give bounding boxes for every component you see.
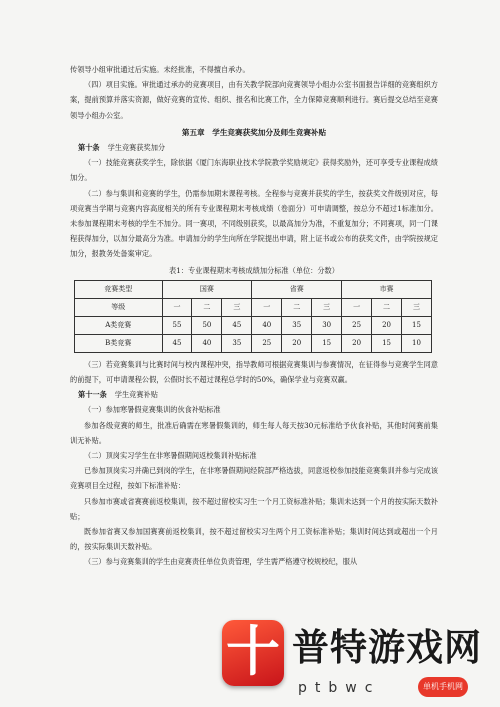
table-row (75, 316, 432, 334)
table-cell: 竞赛类型 (75, 280, 163, 298)
article-title: 学生竞赛补贴 (114, 390, 158, 400)
table-cell: B类竞赛 (75, 334, 163, 352)
table-cell: 30 (312, 316, 342, 334)
table-row (75, 298, 432, 316)
paragraph: （四）项目实施。审批通过承办的竞赛项目，由有关教学院部向竞赛领导小组办公室书面报告详细的竞赛组织方案，提前预算并落实资源，做好竞赛的宣传、组织、报名和比赛工作，全力保障竞赛顺利进行。赛后提交总结至竞赛领导小组办公室。 (70, 80, 438, 120)
paragraph: 已参加顶岗实习并确已到岗的学生，在非寒暑假期间经院部严格选拔，同意返校参加技能竞赛集训并参与完成该竞赛项目全过程，按如下标准补贴： (70, 466, 438, 491)
table-cell: 二 (192, 298, 222, 316)
bonus-table (74, 280, 432, 353)
table-cell: 20 (372, 316, 402, 334)
table-cell: 二 (372, 298, 402, 316)
table-cell: 三 (222, 298, 252, 316)
table-row (75, 334, 432, 352)
table-cell: 35 (282, 316, 312, 334)
paragraph: 既参加省赛又参加国赛赛前返校集训，按不超过留校实习生两个月工资标准补贴；集训时间达到或超出一个月的，按实际集训天数补贴。 (70, 527, 438, 552)
table-cell: 一 (342, 298, 372, 316)
article-label: 第十一条 (78, 390, 107, 400)
article-heading (70, 140, 438, 155)
paragraph: 只参加市赛或省赛赛前返校集训，按不超过留校实习生一个月工资标准补贴；集训未达到一个月的按实际天数补贴； (70, 496, 438, 521)
table-caption: 表1：专业课程期末考核成绩加分标准（单位：分数） (169, 265, 339, 275)
watermark-logo-icon: 十 (222, 620, 284, 686)
paragraph: 参加各级竞赛的师生，批准后确需在寒暑假集训的，师生每人每天按30元标准给予伙食补贴，其他时间赛前集训无补贴。 (70, 420, 438, 445)
table-cell: 15 (372, 334, 402, 352)
table-cell: 三 (312, 298, 342, 316)
table-cell: 20 (282, 334, 312, 352)
table-row (75, 280, 432, 298)
table-cell: 35 (222, 334, 252, 352)
table-cell: 三 (402, 298, 432, 316)
table-cell: 25 (342, 316, 372, 334)
table-group-header: 国赛 (162, 280, 252, 298)
table-cell: 二 (282, 298, 312, 316)
chapter-title: 第五章 学生竞赛获奖加分及师生竞赛补贴 (181, 127, 327, 137)
table-cell: 等级 (75, 298, 163, 316)
table-cell: 50 (192, 316, 222, 334)
paragraph: （二）顶岗实习学生在非寒暑假期间返校集训补贴标准 (84, 451, 257, 461)
table-cell: 40 (192, 334, 222, 352)
table-group-header: 市赛 (342, 280, 432, 298)
table-cell: 25 (252, 334, 282, 352)
table-cell: 15 (312, 334, 342, 352)
watermark-url: ptbwc (298, 680, 381, 696)
table-cell: 45 (222, 316, 252, 334)
table-cell: 55 (162, 316, 192, 334)
watermark (200, 620, 500, 707)
table-group-header: 省赛 (252, 280, 342, 298)
table-cell: 45 (162, 334, 192, 352)
table-cell: 10 (402, 334, 432, 352)
watermark-title: 普特游戏网 (292, 626, 482, 669)
paragraph: （一）参加寒暑假竞赛集训的伙食补贴标准 (84, 405, 221, 415)
paragraph: （三）参与竞赛集训的学生由竞赛责任单位负责管理，学生需严格遵守校规校纪，服从 (84, 557, 358, 567)
document-content (70, 62, 438, 570)
table-cell: 20 (342, 334, 372, 352)
table-cell: 一 (252, 298, 282, 316)
paragraph: （一）技能竞赛获奖学生，除依据《厦门东海职业技术学院教学奖励规定》获得奖励外，还可享受专业课程成绩加分。 (70, 158, 438, 183)
table-cell: A类竞赛 (75, 316, 163, 334)
paragraph: （三）若竞赛集训与比赛时间与校内课程冲突，指导教师可根据竞赛集训与参赛情况，在征得参与竞赛学生同意的前提下，可申请课程公假，公假时长不超过课程总学时的50%，确保学业与竞赛双赢。 (70, 359, 438, 385)
watermark-badge: 单机手机网 (418, 677, 468, 697)
paragraph: （二）参与集训和竞赛的学生，仍需参加期末课程考核。全程参与竞赛并获奖的学生，按获奖文件级别对应，每项竞赛当学期与竞赛内容高度相关的所有专业课程期末考核成绩（卷面分）可申请调整，按总分不超过1标准加分。未参加课程期末考核的学生不加分。同一赛项，不同级别获奖，以最高加分为准，不重复加分；不同赛项，同一门课程获得加分，以加分最高分为准。申请加分的学生向所在学院提出申请，附上证书或公布的获奖文件，由学院按规定加分，报教务处备案审定。 (70, 188, 438, 259)
table-cell: 一 (162, 298, 192, 316)
article-heading (70, 387, 438, 402)
paragraph: 传领导小组审批通过后实施。未经批准，不得擅自承办。 (70, 65, 250, 74)
article-title: 学生竞赛获奖加分 (107, 143, 166, 153)
table-cell: 15 (402, 316, 432, 334)
article-label: 第十条 (78, 143, 100, 153)
table-cell: 40 (252, 316, 282, 334)
